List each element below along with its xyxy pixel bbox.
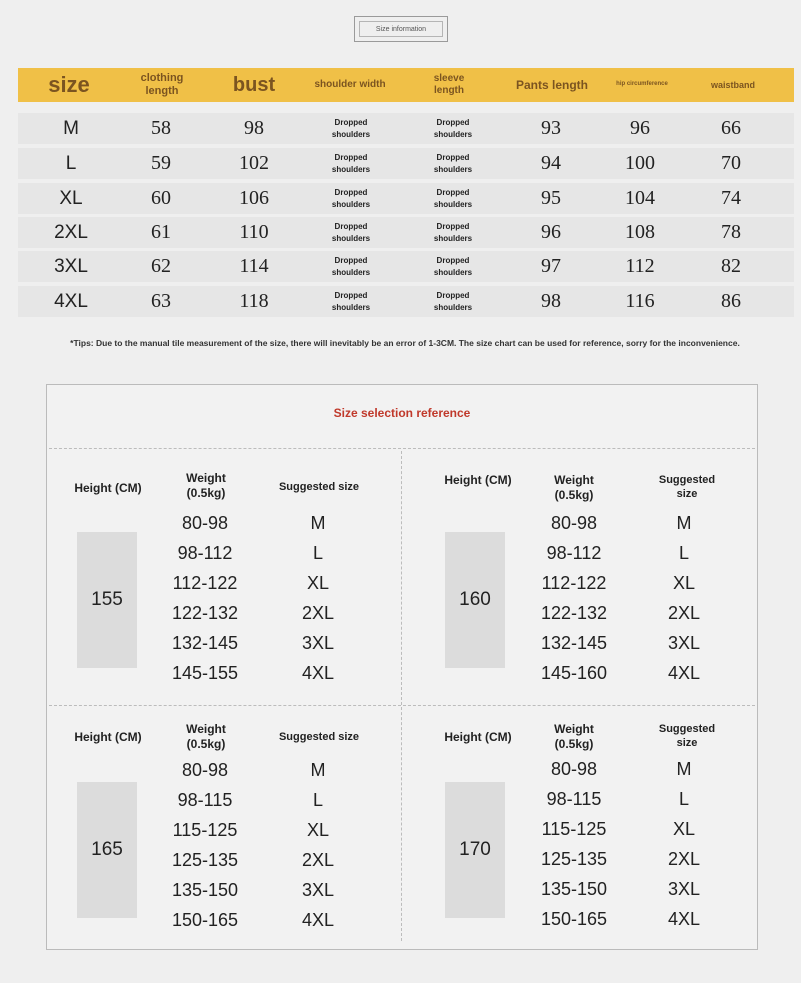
size-reference-panel: [46, 384, 758, 950]
cell-bust: 114: [239, 255, 269, 277]
weight-range: 98-115: [177, 790, 233, 810]
cell-waist: 78: [721, 221, 741, 243]
suggested-size: 2XL: [301, 603, 335, 623]
header-hip-circumference: hip circumference: [616, 81, 668, 88]
header-clothing-length: clothing length: [140, 71, 184, 97]
cell-bust: 106: [239, 187, 269, 209]
suggested-size: 2XL: [301, 850, 335, 870]
cell-pants: 97: [541, 255, 561, 277]
suggested-size: M: [676, 759, 692, 779]
weight-range: 150-165: [171, 910, 239, 930]
cell-pants: 98: [541, 290, 561, 312]
cell-size: 3XL: [54, 255, 88, 277]
cell-length: 58: [151, 117, 171, 139]
suggested-size: 4XL: [667, 663, 701, 683]
cell-sleeve: Dropped shoulders: [433, 221, 473, 243]
suggested-size-header: Suggested size: [658, 474, 716, 500]
cell-sleeve: Dropped shoulders: [433, 255, 473, 277]
cell-bust: 110: [239, 221, 269, 243]
cell-shoulder: Dropped shoulders: [331, 255, 371, 277]
suggested-size: L: [312, 790, 323, 810]
header-pants-length: Pants length: [516, 77, 589, 92]
cell-bust: 98: [244, 117, 264, 139]
suggested-size: 4XL: [667, 909, 701, 929]
weight-range: 125-135: [171, 850, 239, 870]
weight-range: 135-150: [540, 879, 608, 899]
height-value: 155: [77, 532, 137, 668]
weight-header: Weight (0.5kg): [186, 722, 226, 751]
height-header: Height (CM): [74, 730, 142, 744]
divider: [49, 448, 755, 449]
cell-length: 63: [151, 290, 171, 312]
weight-range: 115-125: [172, 820, 238, 840]
tips-note: *Tips: Due to the manual tile measurement of the size, there will inevitably be an error of 1-3CM. The size chart can be used for reference, sorry for the inconvenience.: [70, 338, 740, 348]
cell-waist: 74: [721, 187, 741, 209]
weight-range: 112-122: [172, 573, 238, 593]
title-frame: [354, 16, 448, 42]
cell-hip: 104: [625, 187, 655, 209]
cell-bust: 118: [239, 290, 269, 312]
suggested-size: L: [678, 789, 689, 809]
cell-waist: 70: [721, 152, 741, 174]
suggested-size: 3XL: [667, 633, 701, 653]
suggested-size-header: Suggested size: [278, 481, 360, 493]
suggested-size: L: [678, 543, 689, 563]
weight-range: 98-112: [546, 543, 602, 563]
suggested-size: 3XL: [667, 879, 701, 899]
weight-range: 145-155: [171, 663, 239, 683]
height-value: 160: [445, 532, 505, 668]
height-header: Height (CM): [444, 730, 512, 744]
weight-range: 132-145: [540, 633, 608, 653]
cell-waist: 82: [721, 255, 741, 277]
weight-header: Weight (0.5kg): [186, 471, 226, 500]
cell-pants: 94: [541, 152, 561, 174]
weight-header: Weight (0.5kg): [554, 473, 594, 502]
cell-length: 60: [151, 187, 171, 209]
header-bust: bust: [232, 74, 276, 96]
cell-hip: 96: [630, 117, 650, 139]
suggested-size: M: [310, 513, 326, 533]
size-table-header: [18, 68, 794, 102]
suggested-size: XL: [306, 820, 330, 840]
header-shoulder-width: shoulder width: [314, 79, 386, 90]
divider: [401, 451, 402, 941]
cell-size: L: [65, 152, 77, 174]
suggested-size: 2XL: [667, 849, 701, 869]
suggested-size: 4XL: [301, 663, 335, 683]
weight-range: 135-150: [171, 880, 239, 900]
cell-waist: 86: [721, 290, 741, 312]
cell-sleeve: Dropped shoulders: [433, 187, 473, 209]
suggested-size: 2XL: [667, 603, 701, 623]
cell-hip: 100: [625, 152, 655, 174]
cell-size: XL: [59, 187, 83, 209]
suggested-size: L: [312, 543, 323, 563]
cell-sleeve: Dropped shoulders: [433, 117, 473, 139]
header-sleeve-length: sleeve length: [433, 73, 465, 96]
cell-shoulder: Dropped shoulders: [331, 221, 371, 243]
page-title: Size information: [359, 21, 443, 37]
weight-range: 115-125: [541, 819, 607, 839]
reference-title: Size selection reference: [333, 406, 471, 420]
cell-pants: 96: [541, 221, 561, 243]
suggested-size-header: Suggested size: [278, 731, 360, 743]
suggested-size-header: Suggested size: [658, 723, 716, 749]
weight-range: 125-135: [540, 849, 608, 869]
weight-range: 145-160: [540, 663, 608, 683]
cell-size: 4XL: [54, 290, 88, 312]
weight-range: 122-132: [540, 603, 608, 623]
weight-range: 80-98: [550, 513, 598, 533]
cell-shoulder: Dropped shoulders: [331, 117, 371, 139]
suggested-size: XL: [306, 573, 330, 593]
height-value: 165: [77, 782, 137, 918]
divider: [49, 705, 755, 706]
cell-hip: 112: [625, 255, 655, 277]
cell-length: 59: [151, 152, 171, 174]
cell-sleeve: Dropped shoulders: [433, 152, 473, 174]
weight-range: 80-98: [550, 759, 598, 779]
cell-waist: 66: [721, 117, 741, 139]
height-value: 170: [445, 782, 505, 918]
suggested-size: XL: [672, 819, 696, 839]
header-waistband: waistband: [710, 79, 755, 90]
height-header: Height (CM): [74, 481, 142, 495]
suggested-size: M: [310, 760, 326, 780]
cell-pants: 95: [541, 187, 561, 209]
weight-range: 112-122: [541, 573, 607, 593]
cell-size: M: [63, 117, 79, 139]
cell-size: 2XL: [54, 221, 88, 243]
suggested-size: 3XL: [301, 633, 335, 653]
weight-range: 80-98: [181, 513, 229, 533]
height-header: Height (CM): [444, 473, 512, 487]
weight-range: 122-132: [171, 603, 239, 623]
suggested-size: 3XL: [301, 880, 335, 900]
cell-shoulder: Dropped shoulders: [331, 290, 371, 312]
weight-range: 150-165: [540, 909, 608, 929]
suggested-size: XL: [672, 573, 696, 593]
weight-header: Weight (0.5kg): [554, 722, 594, 751]
suggested-size: M: [676, 513, 692, 533]
header-size: size: [48, 71, 90, 97]
weight-range: 98-115: [546, 789, 602, 809]
cell-shoulder: Dropped shoulders: [331, 187, 371, 209]
cell-length: 62: [151, 255, 171, 277]
weight-range: 132-145: [171, 633, 239, 653]
cell-length: 61: [151, 221, 171, 243]
cell-hip: 108: [625, 221, 655, 243]
cell-bust: 102: [239, 152, 269, 174]
suggested-size: 4XL: [301, 910, 335, 930]
cell-pants: 93: [541, 117, 561, 139]
cell-sleeve: Dropped shoulders: [433, 290, 473, 312]
weight-range: 80-98: [181, 760, 229, 780]
cell-shoulder: Dropped shoulders: [331, 152, 371, 174]
cell-hip: 116: [625, 290, 655, 312]
weight-range: 98-112: [177, 543, 233, 563]
